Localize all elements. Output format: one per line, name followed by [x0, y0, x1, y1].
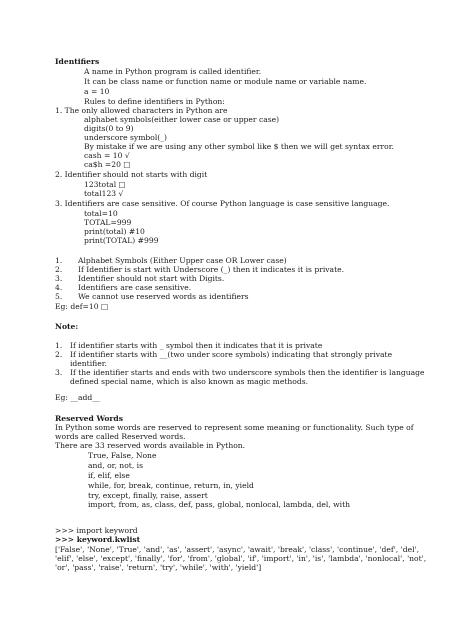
reserved-group: if, elif, else — [88, 471, 130, 480]
identifiers-heading: Identifiers — [55, 57, 100, 66]
note-num: 3. — [55, 368, 63, 377]
reserved-group: and, or, not, is — [88, 461, 143, 470]
summary-num: 3. — [55, 274, 63, 283]
code-line-kwlist: >>> keyword.kwlist — [55, 535, 141, 544]
note-num: 1. — [55, 341, 63, 350]
intro-line-2: It can be class name or function name or module name or variable name. — [84, 77, 367, 86]
rule-1-item: cash = 10 √ — [84, 151, 130, 160]
summary-item: If Identifier is start with Underscore (_) then it indicates it is private. — [78, 265, 345, 274]
rule-3: 3. Identifiers are case sensitive. Of course Python language is case sensitive language. — [55, 199, 390, 208]
rule-1-item: digits(0 to 9) — [84, 124, 134, 133]
summary-item: We cannot use reserved words as identifiers — [78, 292, 249, 301]
rule-3-item: print(total) #10 — [84, 227, 145, 236]
rule-3-item: print(TOTAL) #999 — [84, 236, 159, 245]
summary-item: Identifiers are case sensitive. — [78, 283, 192, 292]
rule-1-item: alphabet symbols(either lower case or upper case) — [84, 115, 280, 124]
rule-2: 2. Identifier should not starts with digit — [55, 170, 208, 179]
code-output: ['False', 'None', 'True', 'and', 'as', 'assert', 'async', 'await', 'break', 'class', 'continue', 'def', 'del', 'elif', 'else', 'except', 'finally', 'for', 'from', 'global', 'if', 'import', 'in', 'is', 'lambda', 'nonlocal', 'not', 'or', 'pass', 'raise', 'return', 'try', 'while', 'with', 'yield'] — [55, 545, 427, 572]
rule-2-item: total123 √ — [84, 189, 124, 198]
rule-3-item: TOTAL=999 — [84, 218, 132, 227]
note-example: Eg: __add__ — [55, 393, 100, 402]
note-num: 2. — [55, 350, 63, 359]
summary-num: 1. — [55, 256, 63, 265]
note-item: If identifier starts with _ symbol then it indicates that it is private — [70, 341, 323, 350]
code-line-import: >>> import keyword — [55, 526, 138, 535]
summary-item: Alphabet Symbols (Either Upper case OR Lower case) — [78, 256, 287, 265]
reserved-heading: Reserved Words — [55, 414, 124, 423]
rule-1-item: By mistake if we are using any other symbol like $ then we will get syntax error. — [84, 142, 394, 151]
summary-num: 5. — [55, 292, 63, 301]
reserved-group: try, except, finally, raise, assert — [88, 491, 208, 500]
intro-line-4: Rules to define identifiers in Python: — [84, 97, 225, 106]
intro-line-1: A name in Python program is called identifier. — [84, 67, 262, 76]
rule-2-item: 123total □ — [84, 180, 126, 189]
rule-1-item: ca$h =20 □ — [84, 160, 131, 169]
note-item: If identifier starts with __(two under score symbols) indicating that strongly private identifier. — [70, 350, 393, 368]
reserved-group: True, False, None — [88, 451, 157, 460]
note-heading: Note: — [55, 322, 79, 331]
reserved-group: while, for, break, continue, return, in, yield — [88, 481, 254, 490]
summary-example: Eg: def=10 □ — [55, 302, 109, 311]
summary-item: Identifier should not start with Digits. — [78, 274, 225, 283]
summary-num: 4. — [55, 283, 63, 292]
reserved-count: There are 33 reserved words available in Python. — [55, 441, 246, 450]
rule-1-item: underscore symbol(_) — [84, 133, 167, 142]
note-item: If the identifier starts and ends with two underscore symbols then the identifier is language defined special name, which is also known as magic methods. — [70, 368, 425, 386]
reserved-paragraph: In Python some words are reserved to represent some meaning or functionality. Such type of words are called Reserved words. — [55, 423, 414, 441]
reserved-group: import, from, as, class, def, pass, global, nonlocal, lambda, del, with — [88, 500, 351, 509]
intro-line-3: a = 10 — [84, 87, 110, 96]
rule-3-item: total=10 — [84, 209, 118, 218]
summary-num: 2. — [55, 265, 63, 274]
rule-1: 1. The only allowed characters in Python are — [55, 106, 228, 115]
